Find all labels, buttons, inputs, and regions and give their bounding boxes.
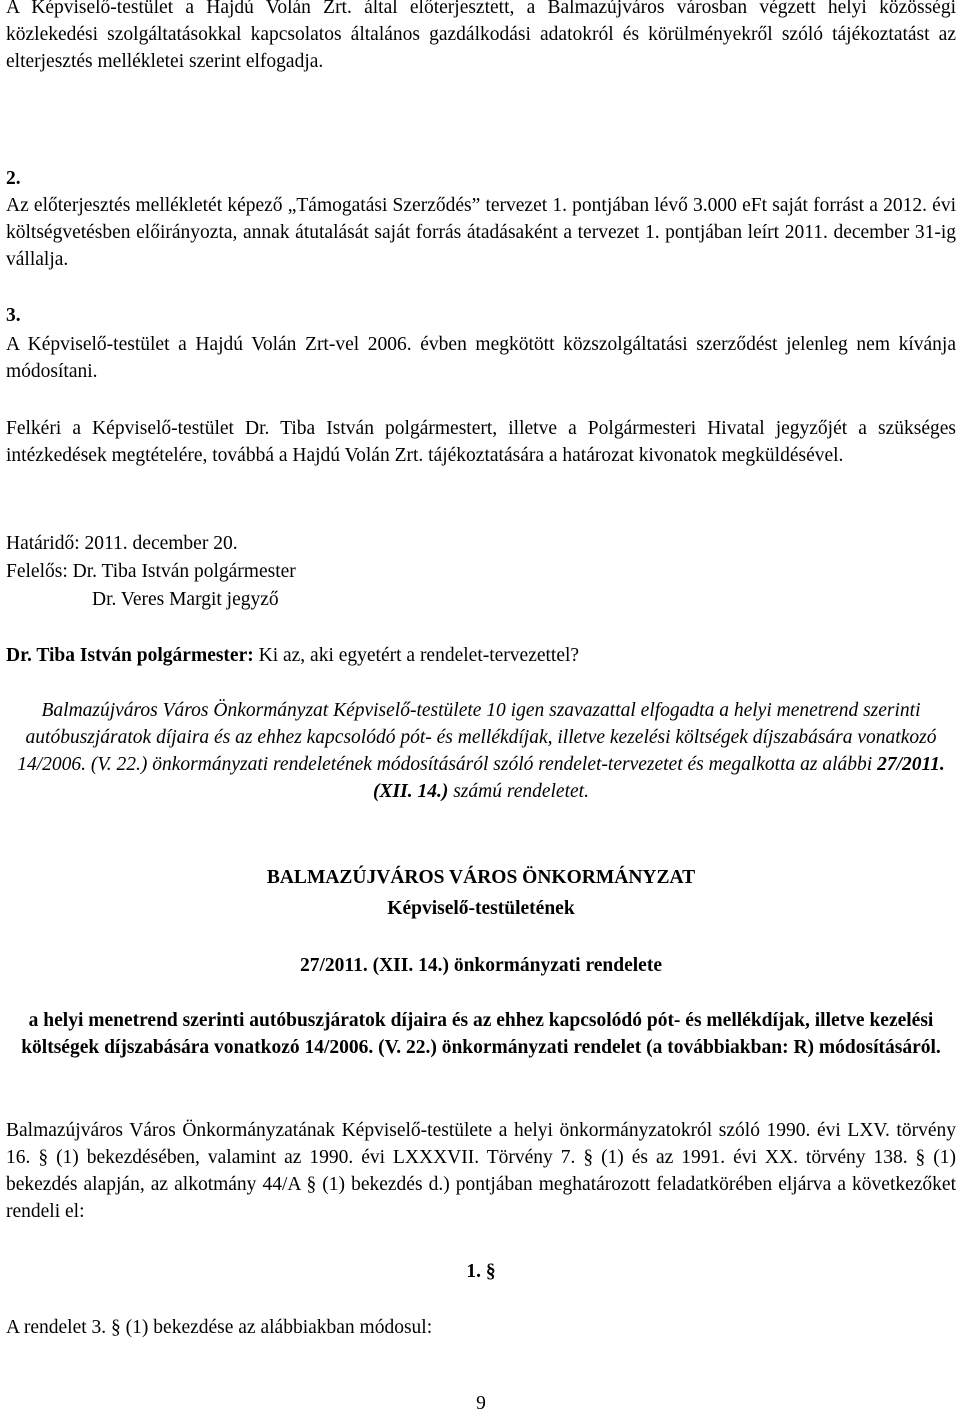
article-1-heading: 1. §: [466, 1261, 496, 1282]
deadline-line: Határidő: 2011. december 20.: [6, 533, 238, 554]
vote-ordinance-number: 27/2011. (XII. 14.): [373, 754, 945, 802]
responsible-line-1: Felelős: Dr. Tiba István polgármester: [6, 561, 296, 582]
intro-paragraph: A Képviselő-testület a Hajdú Volán Zrt. által előterjesztett, a Balmazújváros városban végzett helyi közösségi közlekedési szolgáltatásokkal kapcsolatos általános gazdálkodási adatokról és körülményekről szóló tájékoztatást az elterjesztés mellékletei szerint elfogadja.: [6, 0, 956, 72]
section-3-number: 3.: [6, 305, 21, 326]
page-number: 9: [476, 1393, 486, 1414]
question-line: [6, 642, 579, 669]
section-2-number: 2.: [6, 168, 21, 189]
ordinance-subject: a helyi menetrend szerinti autóbuszjáratok díjaira és az ehhez kapcsolódó pót- és mellékdíjak, illetve kezelési költségek díjszabására vonatkozó 14/2006. (V. 22.) önkormányzati rendelet (a továbbiakban: R) módosításáról.: [21, 1010, 941, 1058]
speaker-name: Dr. Tiba István polgármester:: [6, 645, 254, 666]
ordinance-number: 27/2011. (XII. 14.) önkormányzati rendelete: [300, 955, 662, 976]
vote-text-main: Balmazújváros Város Önkormányzat Képviselő-testülete 10 igen szavazattal elfogadta a helyi menetrend szerinti autóbuszjáratok díjaira és az ehhez kapcsolódó pót- és mellékdíjak, illetve kezelési költségek díjszabására vonatkozó 14/2006. (V. 22.) önkormányzati rendeletének módosításáról szóló rendelet-tervezetet és megalkotta az alábbi: [17, 700, 937, 775]
question-text: Ki az, aki egyetért a rendelet-tervezettel?: [253, 645, 580, 666]
section-2-paragraph: Az előterjesztés mellékletét képező „Támogatási Szerződés” tervezet 1. pontjában lévő 3.000 eFt saját forrást a 2012. évi költségvetésben előirányozta, annak átutalását saját forrás átadásaként a tervezet 1. pontjában leírt 2011. december 31-ig vállalja.: [6, 195, 956, 270]
vote-text-end: számú rendeletet.: [448, 781, 589, 802]
ordinance-issuer-subtitle: Képviselő-testületének: [387, 898, 575, 919]
vote-result-paragraph: [6, 697, 956, 805]
ordinance-issuer-title: BALMAZÚJVÁROS VÁROS ÖNKORMÁNYZAT: [266, 867, 696, 888]
section-3-paragraph: A Képviselő-testület a Hajdú Volán Zrt-vel 2006. évben megkötött közszolgáltatási szerződést jelenleg nem kívánja módosítani.: [6, 334, 956, 382]
amendment-line: A rendelet 3. § (1) bekezdése az alábbiakban módosul:: [6, 1317, 433, 1338]
request-paragraph: Felkéri a Képviselő-testület Dr. Tiba István polgármestert, illetve a Polgármesteri Hivatal jegyzőjét a szükséges intézkedések megtételére, továbbá a Hajdú Volán Zrt. tájékoztatására a határozat kivonatok megküldésével.: [6, 418, 956, 466]
preamble-paragraph: Balmazújváros Város Önkormányzatának Képviselő-testülete a helyi önkormányzatokról szóló 1990. évi LXV. törvény 16. § (1) bekezdésében, valamint az 1990. évi LXXXVII. Törvény 7. § (1) és az 1991. évi XX. törvény 138. § (1) bekezdés alapján, az alkotmány 44/A § (1) bekezdés d.) pontjában meghatározott feladatkörében eljárva a következőket rendeli el:: [6, 1120, 956, 1222]
responsible-line-2: Dr. Veres Margit jegyző: [92, 589, 279, 610]
